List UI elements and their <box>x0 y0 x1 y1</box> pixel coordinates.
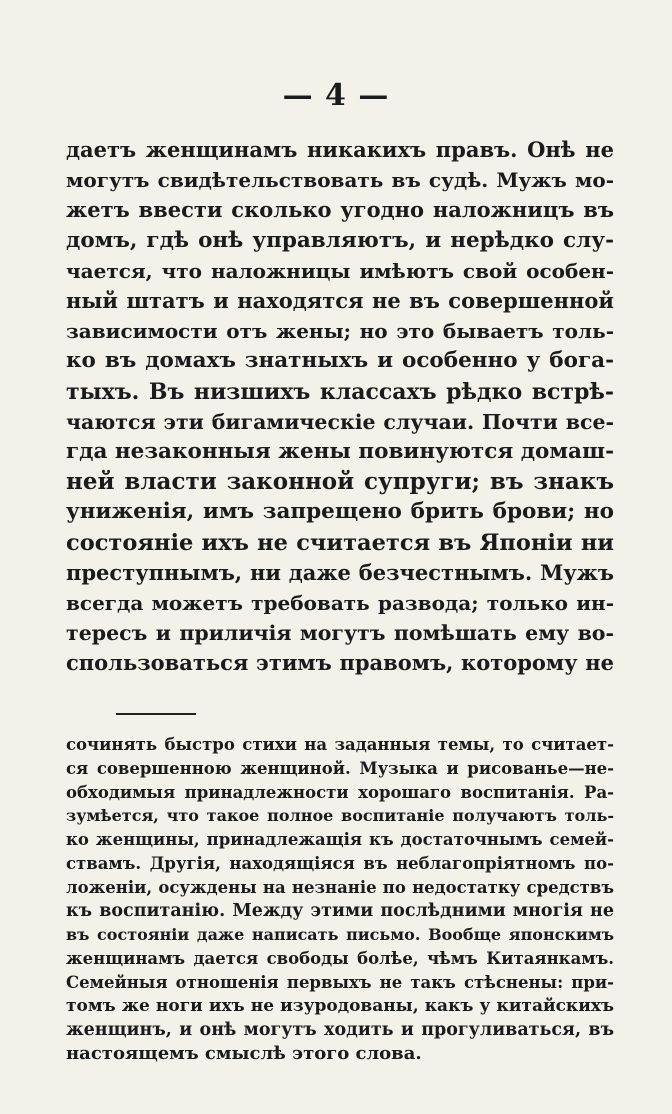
text-line: преступнымъ, ни даже безчестнымъ. Мужъ <box>66 559 614 585</box>
footnote-line: томъ же ноги ихъ не изуродованы, какъ у китайскихъ <box>66 995 614 1016</box>
footnote-line: зумѣется, что такое полное воспитаніе получаютъ толь- <box>66 806 614 826</box>
text-line: зависимости отъ жены; но это бываетъ толь- <box>66 319 614 344</box>
footnote-line: къ воспитанію. Между этими послѣдними многія не <box>66 900 614 921</box>
text-line: состояніе ихъ не считается въ Японіи ни <box>66 529 614 556</box>
footnote-line: ствамъ. Другія, находящіяся въ неблагопріятномъ по- <box>66 853 614 873</box>
text-line: ный штатъ и находятся не въ совершенной <box>66 288 614 314</box>
footnote-line: женщинъ, и онѣ могутъ ходить и прогуливаться, въ <box>66 1019 614 1040</box>
text-line: чаются эти бигамическіе случаи. Почти все- <box>66 409 614 434</box>
text-line: всегда можетъ требовать развода; только ин- <box>66 591 614 616</box>
text-line: ко въ домахъ знатныхъ и особенно у бога- <box>66 348 614 374</box>
footnote-line: ся совершенною женщиной. Музыка и рисованье—не- <box>66 758 614 778</box>
text-line: спользоваться этимъ правомъ, которому не <box>66 650 614 676</box>
footnote-line: въ состояніи даже написать письмо. Вообще японскимъ <box>66 925 614 945</box>
text-line: могутъ свидѣтельствовать въ судѣ. Мужъ мо- <box>66 168 614 193</box>
text-line: домъ, гдѣ онѣ управляютъ, и нерѣдко слу- <box>66 227 614 253</box>
footnote-line: обходимыя принадлежности хорошаго воспитанія. Ра- <box>66 782 614 802</box>
text-line: униженія, имъ запрещено брить брови; но <box>66 499 614 525</box>
footnote-line: сочинять быстро стихи на заданныя темы, то считает- <box>66 735 614 754</box>
text-line: чается, что наложницы имѣютъ свой особен- <box>66 258 614 283</box>
text-line: жетъ ввести сколько угодно наложницъ въ <box>66 197 614 223</box>
text-line: тыхъ. Въ низшихъ классахъ рѣдко встрѣ- <box>66 378 614 405</box>
text-line: тересъ и приличія могутъ помѣшать ему во- <box>66 621 614 646</box>
footnote-line: Семейныя отношенія первыхъ не такъ стѣснены: при- <box>66 972 614 992</box>
footnote <box>66 733 614 1066</box>
text-line: ней власти законной супруги; въ знакъ <box>66 468 614 496</box>
page-number: — 4 — <box>282 78 390 113</box>
footnote-line: женщинамъ дается свободы болѣе, чѣмъ Китаянкамъ. <box>66 949 614 969</box>
main-text <box>66 135 614 679</box>
footnote-divider <box>116 713 196 715</box>
footnote-line: настоящемъ смыслѣ этого слова. <box>66 1043 422 1065</box>
text-line: даетъ женщинамъ никакихъ правъ. Онѣ не <box>66 137 614 162</box>
text-line: гда незаконныя жены повинуются домаш- <box>66 439 615 465</box>
footnote-line: ложеніи, осуждены на незнаніе по недостатку средствъ <box>66 877 614 897</box>
footnote-line: ко женщины, принадлежащія къ достаточнымъ семей- <box>66 830 614 850</box>
